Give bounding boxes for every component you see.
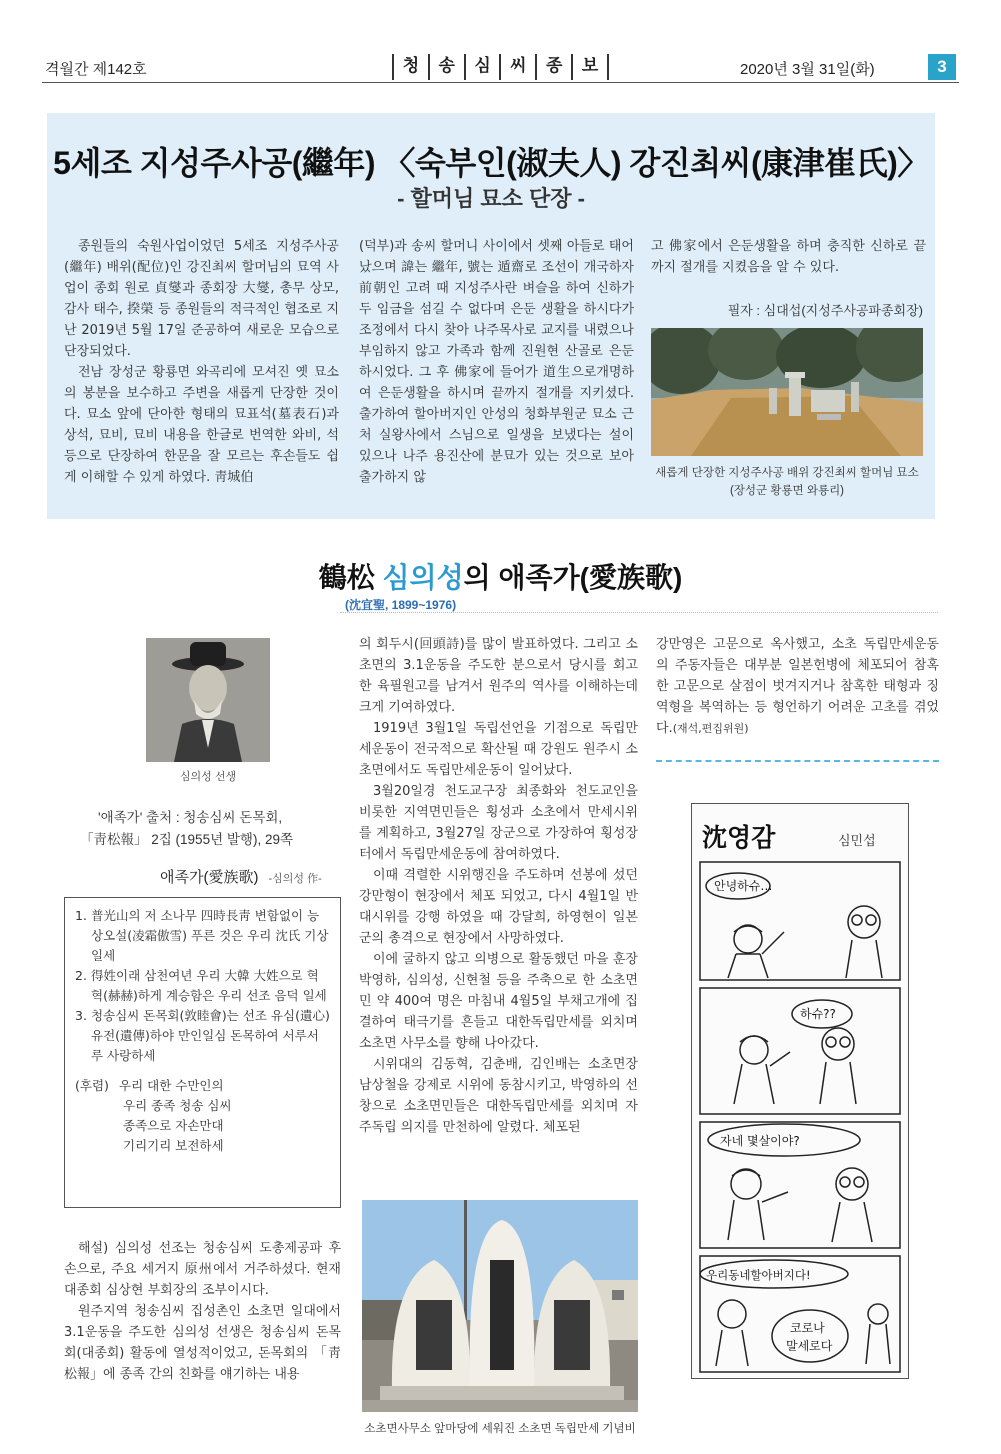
- paragraph: 고 佛家에서 은둔생활을 하며 충직한 신하로 끝까지 절개를 지켰음을 알 수 있다.: [651, 239, 926, 275]
- cartoon-bubble-4: 우리동네할아버지다!: [706, 1268, 811, 1282]
- paragraph-text: 강만영은 고문으로 옥사했고, 소초 독립만세운동의 주동자들은 대부분 일본헌병에 체포되어 참혹한 고문으로 살점이 벗겨지거나 참혹한 태형과 징역형을 복역하는 등 형언하기 어려운 고초를 겪었다.: [656, 637, 939, 736]
- refrain-label: (후렴): [75, 1078, 109, 1093]
- paragraph: 시위대의 김동혁, 김춘배, 김인배는 소초면장 남상철을 강제로 시위에 동참시키고, 박영하의 선창으로 소초면민들은 대한독립만세를 외치며 자주독립 의지를 만천하에 알렸다. 체포된: [359, 1057, 638, 1135]
- paragraph: 종원들의 숙원사업이었던 5세조 지성주사공(繼年) 배위(配位)인 강진최씨 할머님의 묘역 사업이 종회 원로 貞燮과 종회장 大燮, 총무 상모, 감사 태수, 揆榮 등 종원들의 적극적인 협조로 지난 2019년 5월 17일 준공하여 새로운 모습으로 단장되었다.: [64, 239, 339, 359]
- monument-caption: 소초면사무소 앞마당에 세워진 소초면 독립만세 기념비: [364, 1423, 636, 1435]
- article2-column-2: [359, 634, 638, 1138]
- paragraph: 해설) 심의성 선조는 청송심씨 도총제공파 후손으로, 주요 세거지 原州에서 거주하셨다. 현재 대종회 심상현 부회장의 조부이시다.: [64, 1241, 341, 1298]
- refrain-line: 우리 종족 청송 심씨: [123, 1098, 232, 1113]
- tomb-photo: [651, 328, 923, 456]
- source-line: 「靑松報」 2집 (1955년 발행), 29쪽: [80, 832, 294, 847]
- monument-photo: [362, 1200, 638, 1412]
- newspaper-name-char: 송: [430, 54, 466, 80]
- article1-column-1: [64, 236, 339, 488]
- article2-title: [0, 556, 1001, 596]
- cartoon-bubble-5: 코로나: [790, 1321, 825, 1335]
- page-number: 3: [928, 54, 956, 80]
- source-line: '애족가' 출처 : 청송심씨 돈목회,: [98, 810, 283, 825]
- verse: [75, 966, 330, 1006]
- refrain-line: 기리기리 보전하세: [123, 1138, 224, 1153]
- paragraph: 1919년 3월1일 독립선언을 기점으로 독립만세운동이 전국적으로 확산될 때 강원도 원주시 소초면에서도 독립만세운동이 일어났다.: [359, 721, 638, 778]
- cartoon-bubble-3: 자네 몇살이야?: [720, 1134, 800, 1148]
- newspaper-name-char: 보: [573, 54, 609, 80]
- article1-column-3: [651, 236, 926, 278]
- paragraph: 의 회두시(回頭詩)를 많이 발표하였다. 그리고 소초면의 3.1운동을 주도한 분으로서 당시를 회고한 육필원고를 남겨서 원주의 역사를 이해하는데 크게 기여하였다.: [359, 637, 638, 715]
- newspaper-name: [392, 54, 609, 80]
- subtitle-divider: [340, 612, 938, 613]
- newspaper-name-char: 종: [537, 54, 573, 80]
- refrain-line: 종족으로 자손만대: [123, 1118, 224, 1133]
- verse-text: 得姓이래 삼천여년 우리 大韓 大姓으로 혁혁(赫赫)하게 계승함은 우리 선조 음덕 일세: [91, 968, 327, 1003]
- caption-line: 새롭게 단장한 지성주사공 배위 강진최씨 할머님 묘소: [655, 467, 919, 479]
- header-divider: [42, 82, 959, 83]
- title-prefix: 鶴松: [318, 562, 383, 593]
- article2-column-1: [64, 1238, 341, 1385]
- cartoon-bubble-2: 하슈??: [800, 1007, 836, 1021]
- article1-subtitle: - 할머님 묘소 단장 -: [397, 186, 585, 211]
- paragraph: [656, 634, 939, 739]
- column-divider: [656, 760, 939, 762]
- cartoon-author: 심민섭: [838, 833, 876, 848]
- newspaper-name-char: 청: [394, 54, 430, 80]
- verse: [75, 906, 330, 966]
- issue-date: 2020년 3월 31일(화): [740, 61, 875, 78]
- verse-text: 청송심씨 돈목회(敦睦會)는 선조 유심(遺心) 유전(遺傳)하야 만인일심 돈목하여 서루서루 사랑하세: [91, 1008, 330, 1063]
- portrait-photo: [146, 638, 270, 762]
- article1-title: 5세조 지성주사공(繼年) 〈숙부인(淑夫人) 강진최씨(康津崔氏)〉: [53, 145, 929, 181]
- song-source: [80, 807, 350, 851]
- song-title: [160, 866, 322, 887]
- verse: [75, 1006, 330, 1066]
- refrain-line: 우리 대한 수만인의: [119, 1078, 224, 1093]
- cartoon-bubble-1: 안녕하슈…: [714, 879, 773, 893]
- verse-number: 1.: [75, 908, 87, 923]
- paragraph: 이때 격렬한 시위행진을 주도하며 선봉에 섰던 강만형이 현장에서 체포 되었고, 다시 4월1일 반대시위를 강행 하였을 때 강달희, 하영현이 일본군의 총격으로 현장에서 사망하였다.: [359, 868, 638, 946]
- title-name: 심의성: [382, 562, 464, 593]
- article2-subtitle: (沈宜聖, 1899~1976): [345, 598, 457, 612]
- song-author: -심의성 作-: [268, 873, 322, 885]
- paragraph: 3월20일경 천도교구장 최종화와 천도교인을 비롯한 지역면민들은 횡성과 소초에서 만세시위를 계획하고, 3월27일 장군으로 가장하여 횡성장터에서 독립만세운동에 참여하였다.: [359, 784, 638, 862]
- article1-column-2: [359, 236, 634, 488]
- title-suffix: 의 애족가(愛族歌): [463, 562, 683, 593]
- refrain: [75, 1076, 330, 1156]
- verse-number: 3.: [75, 1008, 87, 1023]
- article1-byline: 필자 : 심대섭(지성주사공파종회장): [727, 303, 923, 318]
- verse-text: 普光山의 저 소나무 四時長靑 변함없이 능상오설(凌霜傲雪) 푸른 것은 우리 沈氏 기상일세: [91, 908, 329, 963]
- caption-line: (장성군 황룡면 와룡리): [729, 485, 845, 497]
- article2-column-3: [656, 634, 939, 739]
- cartoon-bubble-6: 말세로다: [786, 1339, 833, 1353]
- verse-number: 2.: [75, 968, 87, 983]
- refrain-lines: [119, 1076, 232, 1156]
- portrait-caption: 심의성 선생: [179, 771, 237, 783]
- song-lyrics-box: [64, 897, 341, 1208]
- song-title-text: 애족가(愛族歌): [160, 869, 259, 886]
- newspaper-name-char: 심: [466, 54, 502, 80]
- tomb-photo-caption: [651, 464, 923, 500]
- newspaper-name-char: 씨: [501, 54, 537, 80]
- author-credit: (재석,편집위원): [672, 722, 749, 735]
- paragraph: 원주지역 청송심씨 집성촌인 소초면 일대에서 3.1운동을 주도한 심의성 선생은 청송심씨 돈목회(대종회) 활동에 열성적이었고, 돈목회의 「靑松報」에 종족 간의 친화를 얘기하는 내용: [64, 1304, 341, 1382]
- paragraph: 전남 장성군 황룡면 와곡리에 모셔진 옛 묘소의 봉분을 보수하고 주변을 새롭게 단장한 것이다. 묘소 앞에 단아한 형태의 묘표석(墓表石)과 상석, 묘비, 묘비 내용을 한글로 번역한 와비, 석등으로 단장하여 한문을 잘 모르는 후손들도 쉽게 이해할 수 있게 하였다. 靑城伯: [64, 365, 339, 485]
- paragraph: 이에 굴하지 않고 의병으로 활동했던 마을 훈장 박영하, 심의성, 신현철 등을 주축으로 한 소초면민 약 400여 명은 마침내 4월5일 부채고개에 집결하여 태극기를 흔들고 대한독립만세를 외치며 소초면 사무소를 향해 나아갔다.: [359, 952, 638, 1051]
- issue-number: 격월간 제142호: [45, 61, 147, 78]
- paragraph: (덕부)과 송씨 할머니 사이에서 셋째 아들로 태어났으며 諱는 繼年, 號는 遁齋로 조선이 개국하자 前朝인 고려 때 지성주사란 벼슬을 하여 신하가 두 임금을 섬길 수 없다며 은둔 생활을 하시다가 조정에서 다시 찾아 나주목사로 교지를 내렸으나 부임하지 않고 가족과 함께 진원현 산골로 은둔하시었다. 그 후 佛家에 들어가 道生으로개명하여 은둔생활을 하시며 끝까지 절개를 지키셨다. 출가하여 할아버지인 안성의 청화부원군 묘소 근처 실왕사에서 스님으로 일생을 보냈다는 설이 있으나 나주 용진산에 분묘가 있는 것으로 보아 출가하지 않: [359, 239, 634, 485]
- cartoon-title: 沈영감: [702, 823, 776, 852]
- cartoon-strip: [691, 803, 909, 1379]
